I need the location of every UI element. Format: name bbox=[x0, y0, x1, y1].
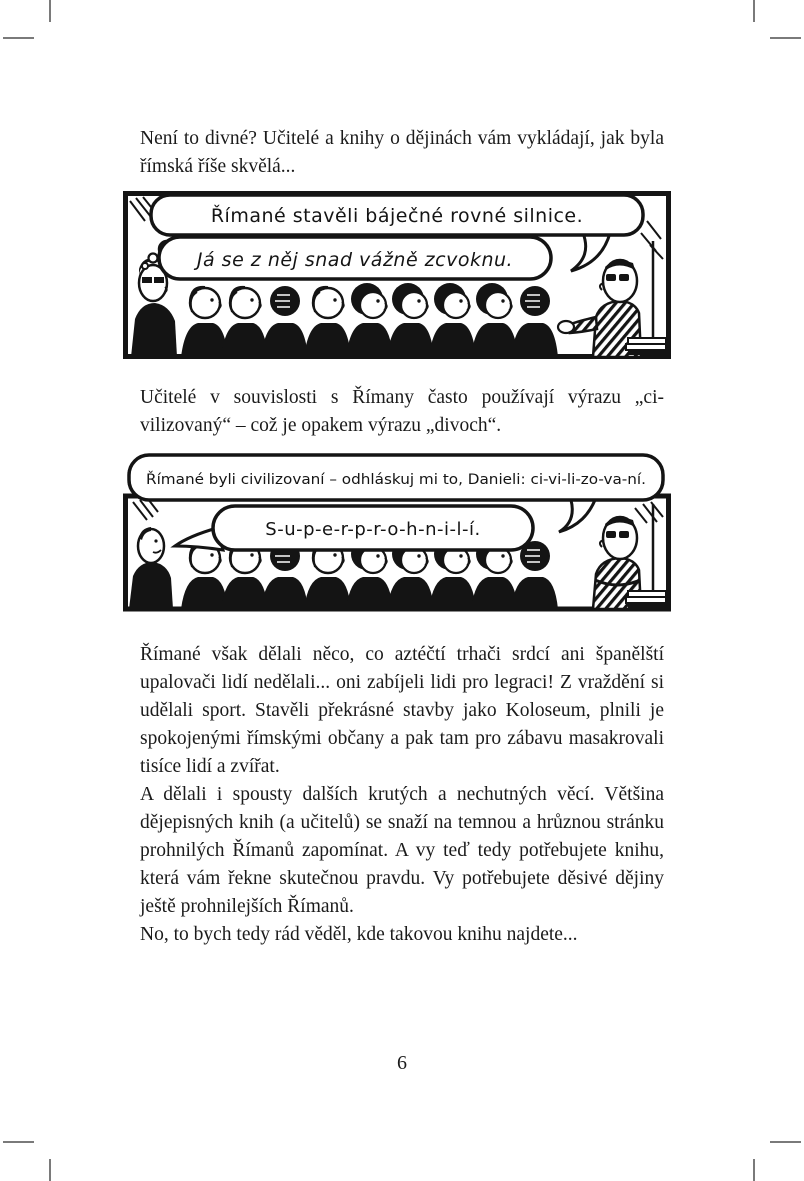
pupil-speech-bubble bbox=[175, 506, 533, 550]
comic-1-illustration bbox=[123, 191, 671, 360]
body-paragraph-1: Římané však dělali něco, co aztéčtí trhači srdcí ani španělští upalovači lidí nedělali... oni zabíjeli lidi pro legraci! Z vraždění si udělali sport. Stavěli překrásné stavby jako Koloseum, plnili je spokojenými římskými občany a pak tam pro zábavu masakrovali tisíce lidí a zvířat. bbox=[140, 644, 664, 777]
teacher-hand bbox=[558, 321, 574, 333]
middle-paragraph bbox=[140, 384, 664, 440]
comic-panel-2 bbox=[123, 452, 671, 612]
intro-text: Není to divné? Učitelé a knihy o dějinách vám vykládají, jak byla římská říše skvělá... bbox=[140, 128, 664, 177]
body-paragraph-3: No, to bych tedy rád věděl, kde takovou knihu najdete... bbox=[140, 924, 578, 945]
body-paragraphs bbox=[140, 641, 664, 949]
books-stack bbox=[626, 338, 666, 355]
pupil-thought-text: Já se z něj snad vážně zcvoknu. bbox=[196, 249, 514, 271]
teacher-speech-text: Římané byli civilizovaní – odhláskuj mi to, Danieli: ci-vi-li-zo-va-ní. bbox=[146, 472, 623, 488]
middle-text: Učitelé v souvislosti s Římany často používají výrazu „civilizovaný“ – což je opakem výrazu „divoch“. bbox=[140, 387, 664, 436]
teacher-glasses-icon bbox=[606, 274, 616, 281]
crop-mark-bottom-left-vertical bbox=[49, 1159, 51, 1181]
books-stack bbox=[626, 591, 666, 608]
comic-panel-1 bbox=[123, 191, 671, 360]
glasses-icon bbox=[142, 277, 152, 283]
crop-mark-top-right-horizontal bbox=[770, 37, 801, 39]
crop-mark-top-right-vertical bbox=[753, 0, 755, 22]
pupil-speech-text: S-u-p-e-r-p-r-o-h-n-i-l-í. bbox=[265, 519, 481, 540]
crop-mark-top-left-vertical bbox=[49, 0, 51, 22]
teacher-speech-text: Římané stavěli báječné rovné silnice. bbox=[210, 205, 584, 227]
crop-mark-bottom-left-horizontal bbox=[3, 1141, 34, 1143]
crop-mark-bottom-right-vertical bbox=[753, 1159, 755, 1181]
pupil-thought-bubble bbox=[142, 237, 551, 279]
teacher-glasses-icon bbox=[606, 531, 616, 538]
body-paragraph-2: A dělali i spousty dalších krutých a nechutných věcí. Většina dějepisných knih (a učitelů) se snaží na temnou a hrůznou stránku prohnilých Římanů zapomínat. A vy teď tedy potřebujete knihu, která vám řekne skutečnou pravdu. Vy potřebujete děsivé dějiny ještě prohnilejších Římanů. bbox=[140, 784, 664, 917]
crop-mark-top-left-horizontal bbox=[3, 37, 34, 39]
intro-paragraph bbox=[140, 125, 664, 181]
page-number: 6 bbox=[397, 1052, 407, 1074]
crop-mark-bottom-right-horizontal bbox=[770, 1141, 801, 1143]
comic-2-illustration bbox=[123, 452, 671, 612]
